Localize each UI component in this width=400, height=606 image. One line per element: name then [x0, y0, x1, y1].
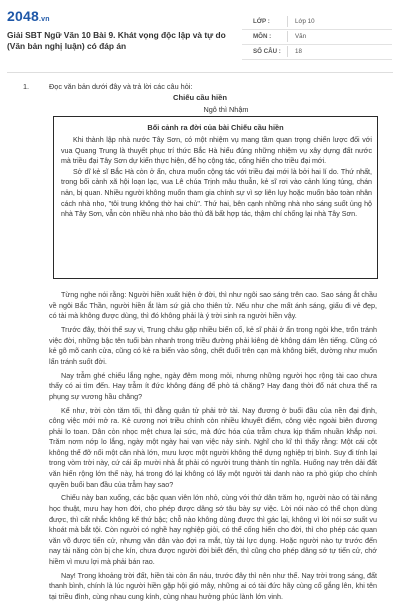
site-logo[interactable]: 2048.vn [7, 8, 50, 24]
meta-divider [287, 16, 288, 27]
meta-value: Lớp 10 [295, 18, 315, 25]
header-divider [7, 72, 393, 73]
context-box [53, 116, 378, 279]
page-title: Giải SBT Ngữ Văn 10 Bài 9. Khát vọng độc lập và tự do (Văn bản nghị luận) có đáp án [7, 30, 226, 51]
meta-key: SỐ CÂU : [253, 48, 281, 55]
passage-paragraph: Kể như, trời còn tăm tối, thì đằng quân tử phải trở tài. Nay đương ở buổi đầu của nền đại định, công việc mới mở ra. Kẻ cương nơi triều chính còn nhiều khuyết điểm, công việc ngoài biên đương phải lo toan. Dân còn nhọc mệt chưa lại sức, mà đức hóa của trẫm chưa kịp thấm nhuần khắp nơi. Trăm nơm nớp lo lắng, ngày một ngày hai vạn việc nảy sinh. Nghĩ cho kĩ thì thấy rằng: Một cái cột không thể đỡ nổi một căn nhà lớn, mưu lược một người không thể dựng nghiệp trị bình. Suy đi tính lại trong vòm trời này, cứ cái ấp mười nhà ắt phải có người trung thành tín nghĩa. Huống nay trên dải đất văn hiến rộng lớn thế này, há trong đó lại không có lấy một người tài danh nào ra phò giúp cho chính quyền buổi ban đầu của trẫm hay sao? [49, 405, 377, 489]
meta-row-subject [242, 29, 392, 45]
meta-value: Văn [295, 33, 307, 40]
passage-paragraph: Trước đây, thời thế suy vi, Trung châu gặp nhiều biến cố, kẻ sĩ phải ở ẩn trong ngòi khe, trốn tránh việc đời, những bậc tên tuổi bàn nhanh trong triều đường phải kiêng dè không dám lên tiếng. Cũng có kẻ gõ mõ canh cửa, cũng có kẻ ra biển vào sông, chết đuối trên cạn mà không biết, dường như muốn lẩn tránh suốt đời. [49, 324, 377, 366]
passage-text [49, 290, 377, 606]
meta-row-class [242, 14, 392, 30]
passage-paragraph: Nay! Trong khoảng trời đất, hiền tài còn ẩn náu, trước đây thì nên như thế. Nay trời trong sáng, đất thanh bình, chính là lúc người hiền gặp hội gió mây, những ai có tài đức hãy cùng cố gắng lên, khi tên tại triều đình, cùng nhau cung kính, cùng nhau hưởng phúc lành lớn vinh. [49, 570, 377, 601]
context-box-text [61, 135, 372, 220]
passage-paragraph: Chiếu này ban xuống, các bậc quan viên lớn nhỏ, cùng với thứ dân trăm họ, người nào có tài năng học thuật, mưu hay hơn đời, cho phép được dâng sớ tâu bày sự việc. Lời nói nào có thể chọn dùng được, thì cất nhắc không kể thứ bậc; chỗ nào không dùng được thì gác lại, không vì lời nói sơ suất vu khoát mà bắt tội. Còn người có nghề hay nghiệp giỏi, có thể cống hiến cho đời, thì cho phép các quan văn võ được tiến cử, nhưng văn dân vào đợi ra mắt, tùy tài lực dụng. Hoặc người nào tự trước đến nay tài năng còn bị che kín, chưa được người đời biết đến, thì cũng cho phép dâng sớ tự tiến cử, chớ hiềm vì mưu lợi mà phải bán rao. [49, 493, 377, 566]
page-header [0, 0, 400, 58]
context-paragraph: Sở dĩ kẻ sĩ Bắc Hà còn ở ẩn, chưa muốn cộng tác với triều đại mới là bởi hai lí do. Thứ nhất, trong bối cảnh xã hội loạn lạc, vua Lê chúa Trịnh mâu thuẫn, kẻ sĩ rơi vào cảnh lúng túng, chán nản, bị quan. Nhiều người không muốn tham gia chính sự vì sợ liên lụy hoặc muốn bảo toàn nhân cách nhà nho, "tôi trung không thờ hai chủ". Thứ hai, bên cạnh những nhà nho sáng suốt ủng hộ nhà Tây Sơn, vẫn còn nhiều nhà nho bảo thủ đã bất hợp tác, thậm chí chống lại nhà Tây Sơn. [61, 167, 372, 219]
question-prompt: Đọc văn bản dưới đây và trả lời các câu hỏi: [49, 82, 193, 91]
meta-key: MÔN : [253, 33, 272, 40]
meta-divider [287, 31, 288, 42]
passage-paragraph: Từng nghe nói rằng: Người hiền xuất hiện ở đời, thì như ngôi sao sáng trên cao. Sao sáng ắt chầu về ngôi Bắc Thần, người hiền ắt làm sứ giả cho thiên tử. Nếu như che mất ánh sáng, giấu đi vẻ đẹp, có tài mà không được dùng, thì đó không phải là ý trời sinh ra người hiền vậy. [49, 290, 377, 321]
meta-divider [287, 46, 288, 57]
context-paragraph: Khi thành lập nhà nước Tây Sơn, có một nhiệm vụ mang tầm quan trọng chiến lược đối với vua Quang Trung là thuyết phục trí thức Bắc Hà hiểu đúng những nhiệm vụ xây dựng đất nước mà triều đại Tây Sơn dự kiến thực hiện, để họ cộng tác, cống hiến cho triều đại mới. [61, 136, 372, 166]
question-number: 1. [23, 82, 30, 91]
meta-key: LỚP : [253, 18, 270, 25]
poem-title: Chiếu cầu hiền [172, 93, 227, 102]
passage-paragraph: Nay trẫm ghé chiếu lắng nghe, ngày đêm mong mỏi, nhưng những người học rộng tài cao chưa thấy có ai tìm đến. Hay trẫm ít đức không đáng để phò tá chăng? Hay đang thời đổ nát chưa thể ra phụng sự vương hầu chăng? [49, 370, 377, 401]
poem-author: Ngô thì Nhậm [203, 105, 249, 114]
meta-value: 18 [295, 48, 302, 55]
context-box-title: Bối cảnh ra đời của bài Chiếu cầu hiền [147, 123, 284, 132]
meta-row-count [242, 44, 392, 60]
